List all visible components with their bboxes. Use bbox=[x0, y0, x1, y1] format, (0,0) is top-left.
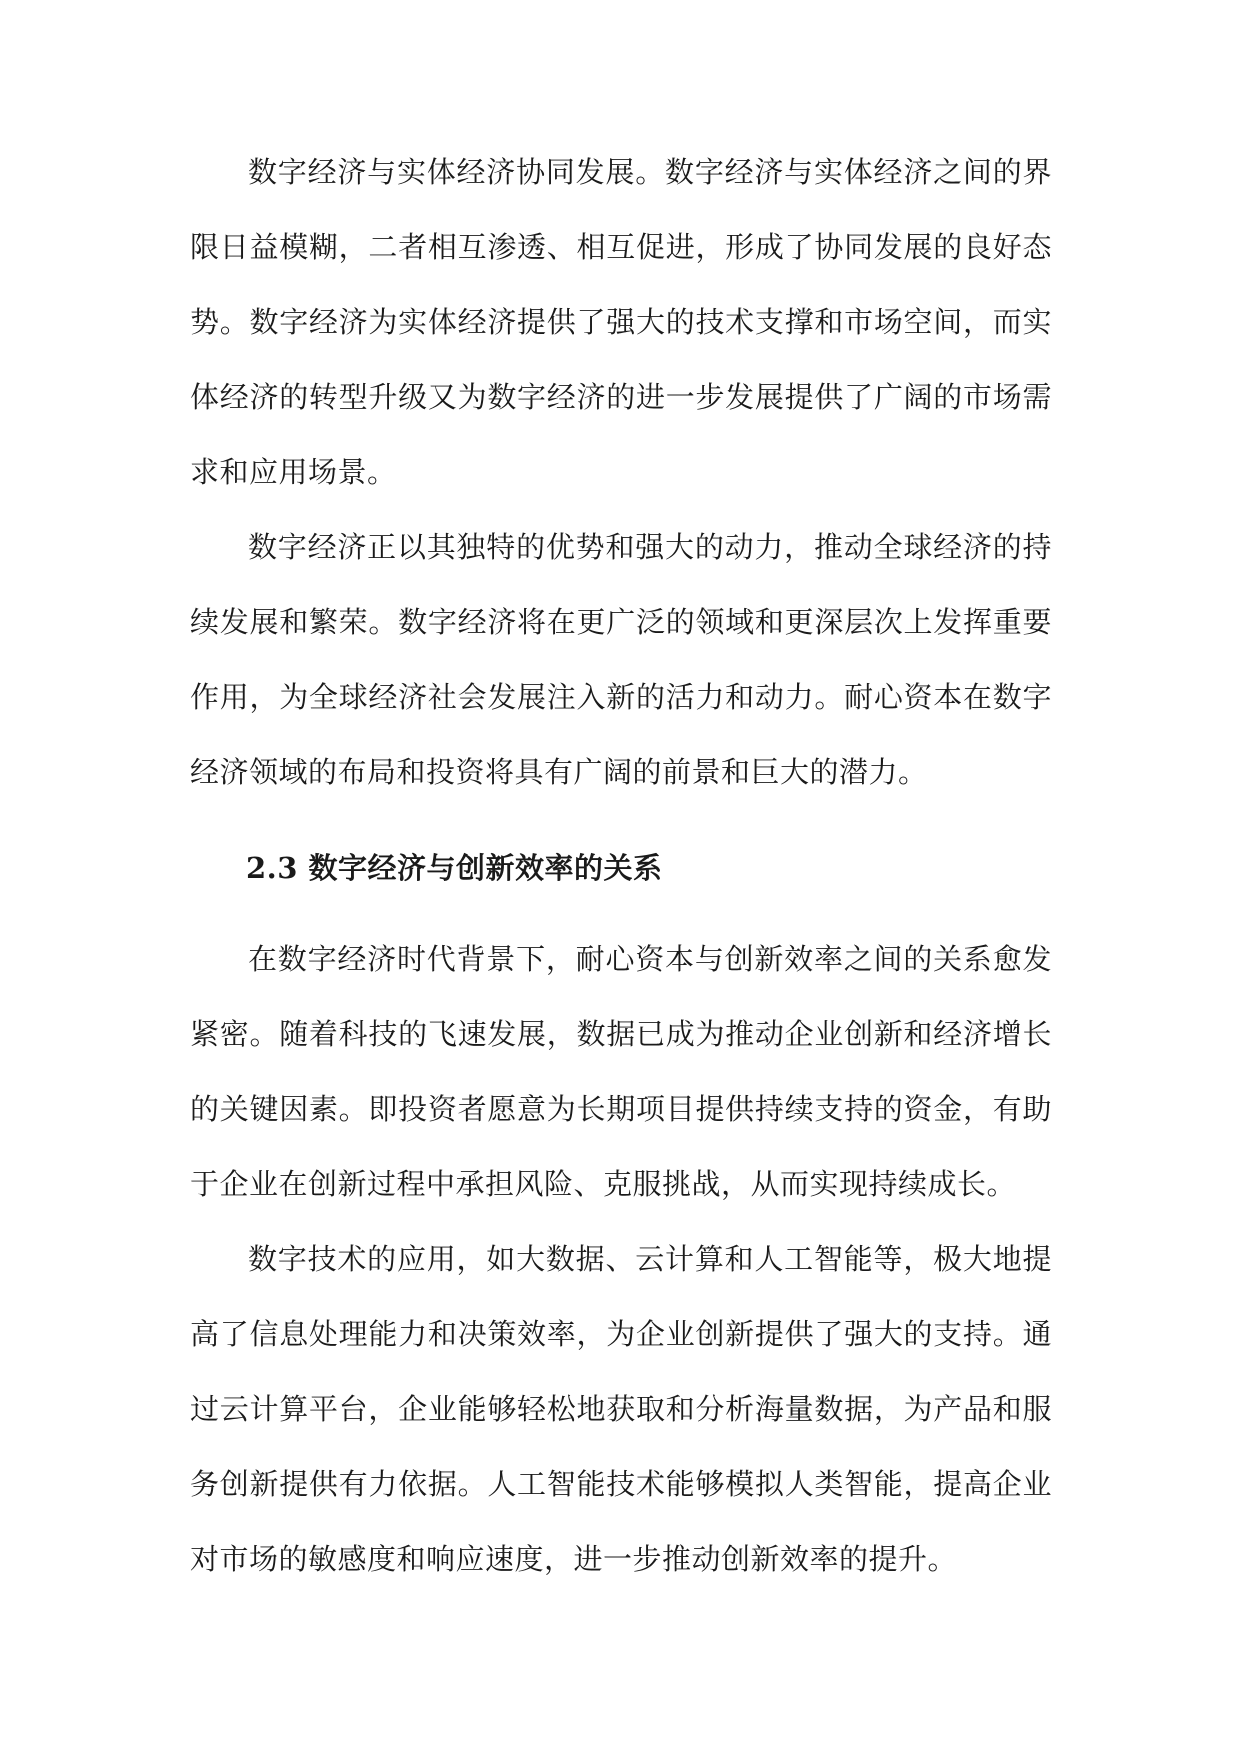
paragraph-digital-economy-outlook: 数字经济正以其独特的优势和强大的动力，推动全球经济的持续发展和繁荣。数字经济将在更广泛的领域和更深层次上发挥重要作用，为全球经济社会发展注入新的活力和动力。耐心资本在数字经济领域的布局和投资将具有广阔的前景和巨大的潜力。 bbox=[190, 530, 1052, 789]
paragraph-digital-technology-application: 数字技术的应用，如大数据、云计算和人工智能等，极大地提高了信息处理能力和决策效率，为企业创新提供了强大的支持。通过云计算平台，企业能够轻松地获取和分析海量数据，为产品和服务创新提供有力依据。人工智能技术能够模拟人类智能，提高企业对市场的敏感度和响应速度，进一步推动创新效率的提升。 bbox=[190, 1242, 1052, 1576]
section-heading: 2.3 数字经济与创新效率的关系 bbox=[246, 851, 663, 885]
paragraph-patient-capital-innovation: 在数字经济时代背景下，耐心资本与创新效率之间的关系愈发紧密。随着科技的飞速发展，数据已成为推动企业创新和经济增长的关键因素。即投资者愿意为长期项目提供持续支持的资金，有助于企业在创新过程中承担风险、克服挑战，从而实现持续成长。 bbox=[190, 942, 1052, 1201]
paragraph-digital-real-economy-synergy: 数字经济与实体经济协同发展。数字经济与实体经济之间的界限日益模糊，二者相互渗透、相互促进，形成了协同发展的良好态势。数字经济为实体经济提供了强大的技术支撑和市场空间，而实体经济的转型升级又为数字经济的进一步发展提供了广阔的市场需求和应用场景。 bbox=[190, 155, 1052, 489]
